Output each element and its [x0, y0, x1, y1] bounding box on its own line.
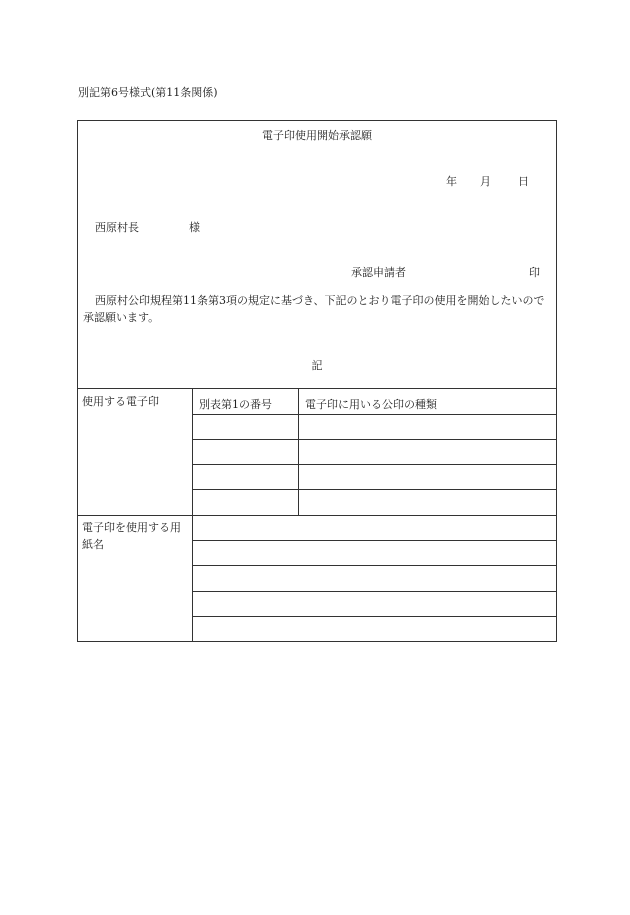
table-row-divider — [192, 489, 556, 490]
column-header-number: 別表第1の番号 — [199, 398, 272, 411]
table-top-divider — [78, 388, 556, 389]
recipient-honorific: 様 — [189, 221, 200, 234]
table-row-divider — [192, 565, 556, 566]
recipient-name: 西原村長 — [95, 221, 139, 234]
column-header-seal-type: 電子印に用いる公印の種類 — [305, 398, 437, 411]
body-paragraph: 西原村公印規程第11条第3項の規定に基づき、下記のとおり電子印の使用を開始したいので承認願います。 — [83, 294, 545, 324]
form-number-label: 別記第6号様式(第11条関係) — [78, 86, 218, 99]
form-title: 電子印使用開始承認願 — [262, 129, 372, 142]
table-section-divider — [78, 515, 556, 516]
table-row-divider — [192, 591, 556, 592]
table-row-divider — [192, 414, 556, 415]
date-day-label: 日 — [518, 175, 529, 188]
date-year-label: 年 — [446, 175, 457, 188]
applicant-label: 承認申請者 — [351, 266, 406, 279]
ki-heading: 記 — [311, 359, 323, 372]
seal-label: 印 — [529, 266, 540, 279]
table-row-divider — [192, 616, 556, 617]
table-row-divider — [192, 439, 556, 440]
table-number-column-divider — [298, 388, 299, 515]
section-paper-name-label: 電子印を使用する用紙名 — [82, 521, 181, 551]
date-month-label: 月 — [480, 175, 491, 188]
application-form — [77, 120, 557, 642]
section-electronic-seal-label: 使用する電子印 — [82, 395, 159, 408]
table-row-divider — [192, 540, 556, 541]
table-row-divider — [192, 464, 556, 465]
